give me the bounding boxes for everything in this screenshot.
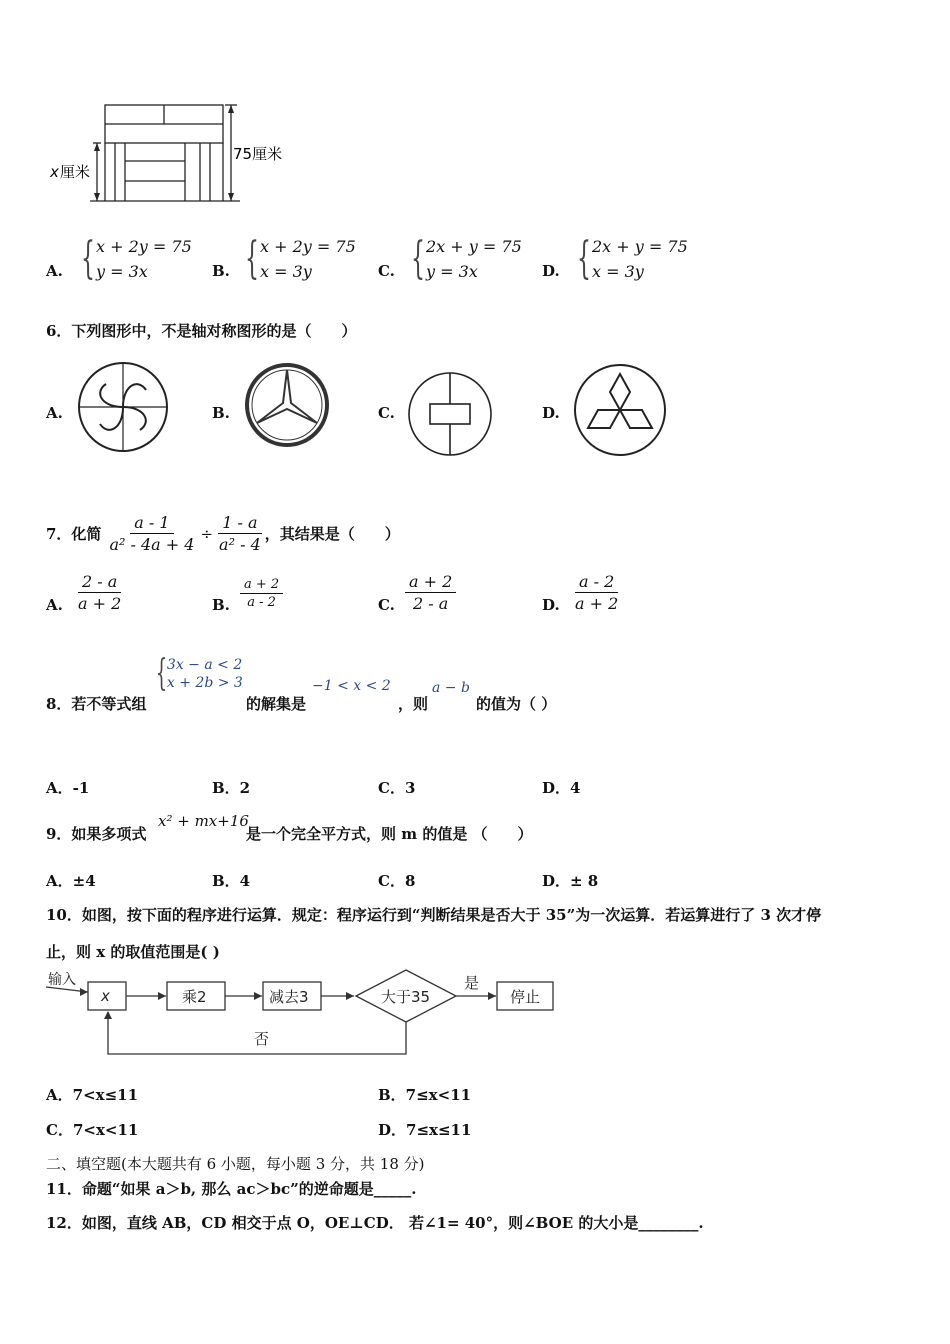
- q7-d-num: a - 2: [575, 572, 618, 593]
- q8-option-a: A．-1: [46, 779, 90, 797]
- q8-expr: a − b: [432, 680, 470, 696]
- q8-solution: −1 < x < 2: [312, 678, 391, 694]
- q5-a-eq1: x + 2y = 75: [96, 237, 192, 256]
- q7-option-d-letter: D.: [542, 596, 560, 614]
- q10-option-b: B．7≤x<11: [378, 1086, 472, 1104]
- q7-option-b: [240, 577, 283, 610]
- flow-condition: 大于35: [381, 988, 431, 1006]
- q8-option-c: C．3: [378, 779, 416, 797]
- q6-option-d-letter: D.: [542, 404, 560, 422]
- q8-option-d: D．4: [542, 779, 581, 797]
- q5-c-eq1: 2x + y = 75: [426, 237, 522, 256]
- flow-no-label: 否: [254, 1030, 270, 1048]
- q6-stem: 6．下列图形中，不是轴对称图形的是（ ）: [46, 322, 357, 340]
- q8-option-b: B．2: [212, 779, 251, 797]
- q6-coin-icon: [406, 370, 494, 462]
- q5-a-eq2: y = 3x: [96, 262, 148, 281]
- q6-three-diamond-icon: [572, 362, 668, 462]
- q7-frac1-num: a - 1: [130, 513, 173, 534]
- q8-then: ，则: [398, 695, 429, 713]
- q10-option-a: A．7<x≤11: [46, 1086, 139, 1104]
- q5-c-eq2: y = 3x: [426, 262, 478, 281]
- q8-ineq1: 3x − a < 2: [166, 657, 243, 673]
- q7-b-den: a - 2: [247, 595, 276, 610]
- q5-option-a-letter: A.: [46, 262, 63, 280]
- q5-b-eq2: x = 3y: [260, 262, 312, 281]
- q9-poly: x² + mx+16: [158, 812, 249, 830]
- q10-option-c: C．7<x<11: [46, 1121, 139, 1139]
- q7-frac1-den: a² - 4a + 4: [109, 535, 195, 554]
- q7-frac2: [215, 513, 265, 554]
- q10-option-d: D．7≤x≤11: [378, 1121, 472, 1139]
- q10-line1: 10．如图，按下面的程序进行运算．规定：程序运行到“判断结果是否大于 35”为一次运算．若运算进行了 3 次才停: [46, 906, 822, 924]
- q6-option-c-letter: C.: [378, 404, 395, 422]
- flow-input-label: 输入: [48, 972, 76, 988]
- q8-suffix: 的值为（ ）: [476, 695, 557, 713]
- q9-option-b: B．4: [212, 872, 251, 890]
- q5-option-c: { 2x + y = 75 y = 3x: [411, 233, 522, 284]
- q8-prefix: 8．若不等式组: [46, 695, 147, 713]
- q9-option-a: A．±4: [46, 872, 96, 890]
- q12-stem: 12．如图，直线 AB，CD 相交于点 O，OE⊥CD． 若∠1= 40°，则∠BOE 的大小是________.: [46, 1214, 704, 1232]
- q7-option-b-letter: B.: [212, 596, 230, 614]
- q8-ineq2: x + 2b > 3: [166, 675, 243, 691]
- q9-prefix: 9．如果多项式: [46, 825, 147, 843]
- q9-option-c: C．8: [378, 872, 416, 890]
- flow-x-box: x: [101, 987, 110, 1005]
- q5-left-unit: 厘米: [60, 163, 91, 181]
- q5-option-b: { x + 2y = 75 x = 3y: [245, 233, 356, 284]
- q7-prefix: 7．化简: [46, 525, 102, 543]
- q7-option-a: [74, 572, 125, 613]
- flow-yes-label: 是: [464, 974, 480, 992]
- q8-system: { 3x − a < 2 x + 2b > 3: [155, 653, 243, 694]
- q5-left-var: x: [50, 163, 59, 181]
- q7-c-den: 2 - a: [413, 594, 449, 613]
- q7-a-num: 2 - a: [78, 572, 121, 593]
- q7-a-den: a + 2: [78, 594, 122, 613]
- q7-b-num: a + 2: [240, 577, 283, 594]
- section2-heading: 二、填空题(本大题共有 6 小题，每小题 3 分，共 18 分): [46, 1155, 425, 1173]
- q8-mid: 的解集是: [246, 695, 307, 713]
- q9-suffix: 是一个完全平方式，则 m 的值是 （ ）: [246, 825, 533, 843]
- q10-flowchart: [44, 964, 564, 1064]
- q9-option-d: D．± 8: [542, 872, 599, 890]
- q7-stem: [46, 513, 400, 554]
- q5-option-d-letter: D.: [542, 262, 560, 280]
- q6-option-a-letter: A.: [46, 404, 63, 422]
- q10-line2: 止，则 x 的取值范围是( ): [46, 943, 220, 961]
- q5-option-c-letter: C.: [378, 262, 395, 280]
- flow-subtract-box: 减去3: [269, 988, 309, 1006]
- q7-option-c: [405, 572, 456, 613]
- q7-option-c-letter: C.: [378, 596, 395, 614]
- q5-d-eq2: x = 3y: [592, 262, 644, 281]
- q7-suffix: ，其结果是（ ）: [264, 525, 400, 543]
- q6-star-logo-icon: [244, 362, 330, 452]
- q5-option-d: { 2x + y = 75 x = 3y: [577, 233, 688, 284]
- q7-d-den: a + 2: [575, 594, 619, 613]
- flow-stop-box: 停止: [510, 988, 541, 1006]
- q7-frac2-num: 1 - a: [218, 513, 261, 534]
- q7-op: ÷: [200, 524, 214, 543]
- flow-multiply-box: 乘2: [182, 988, 207, 1006]
- q5-b-eq1: x + 2y = 75: [260, 237, 356, 256]
- q5-right-label: 75厘米: [233, 145, 283, 163]
- q5-option-b-letter: B.: [212, 262, 230, 280]
- q5-d-eq1: 2x + y = 75: [592, 237, 688, 256]
- q7-frac2-den: a² - 4: [219, 535, 261, 554]
- q6-pinwheel-icon: [76, 360, 170, 458]
- q5-figure: [45, 95, 305, 215]
- q5-option-a: { x + 2y = 75 y = 3x: [81, 233, 192, 284]
- q7-c-num: a + 2: [405, 572, 456, 593]
- q6-option-b-letter: B.: [212, 404, 230, 422]
- q11-stem: 11．命题“如果 a＞b, 那么 ac＞bc”的逆命题是_____.: [46, 1180, 417, 1198]
- q7-option-d: [571, 572, 622, 613]
- q7-option-a-letter: A.: [46, 596, 63, 614]
- q7-frac1: [105, 513, 198, 554]
